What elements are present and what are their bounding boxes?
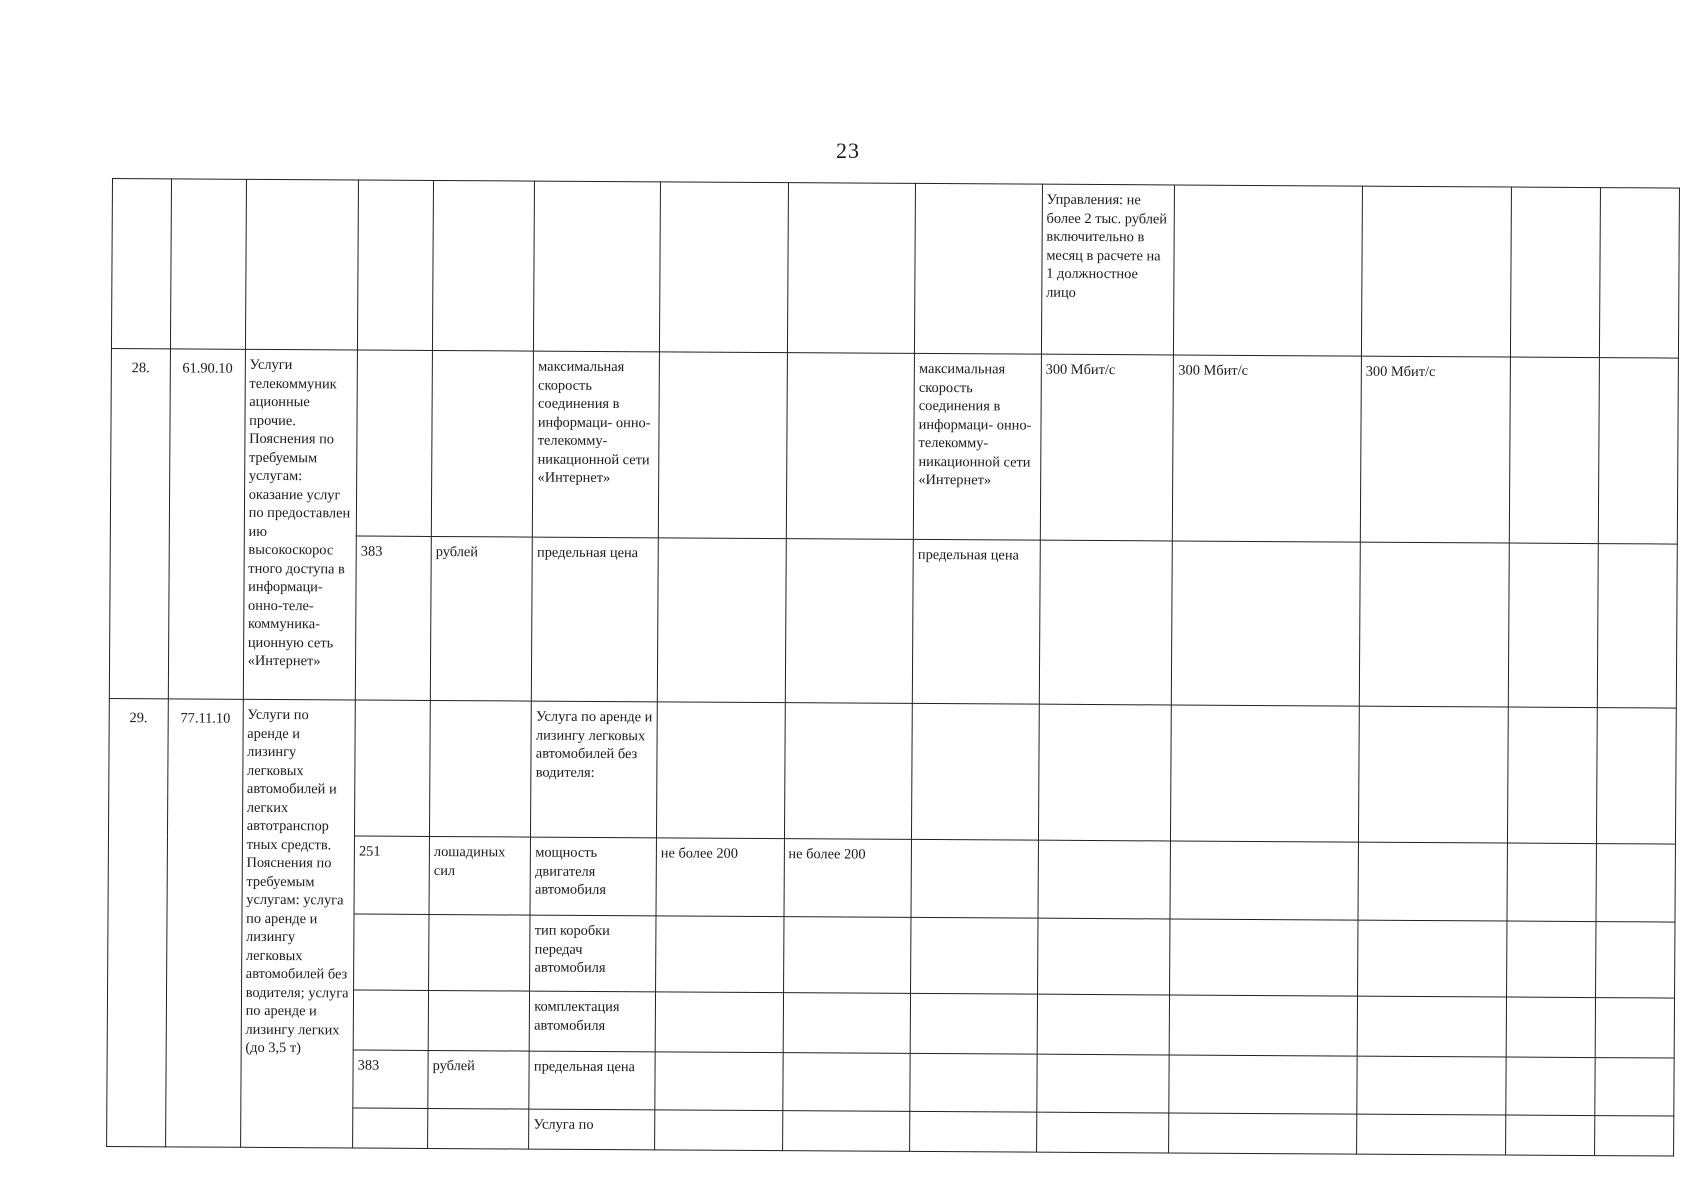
cell-empty (1170, 919, 1358, 996)
value-cell (656, 702, 784, 839)
service-name: Услуги по аренде и лизингу легковых автомобилей и легких автотранспор тных средств. Пояснения по требуемым услугам: услуга по аренде и лизингу легковых автомобилей без водителя; услуга по аренде и лизингу легких (до 3,5 т) (240, 699, 355, 1148)
cell-empty (1037, 918, 1170, 995)
okei-unit: рублей (430, 536, 532, 701)
characteristic: предельная цена (529, 1051, 655, 1110)
okei-unit: рублей (428, 1050, 530, 1109)
row-number: 28. (109, 348, 170, 698)
value-cell (655, 1052, 783, 1111)
cell-empty (1599, 188, 1679, 358)
okei-unit (428, 990, 530, 1051)
cell-empty (910, 1111, 1037, 1152)
value-cell (783, 993, 911, 1054)
table-row (111, 179, 1679, 359)
cell-empty (1506, 997, 1595, 1058)
value-cell (782, 1053, 910, 1112)
page-number: 23 (836, 138, 860, 163)
cell-empty (1037, 994, 1170, 1055)
okei-code: 383 (355, 536, 431, 700)
cell-empty (911, 839, 1038, 918)
cell-empty (1596, 844, 1676, 922)
cell-empty (1170, 995, 1358, 1056)
cell-empty (912, 703, 1039, 840)
okei-code (356, 350, 432, 536)
okei-code (355, 700, 431, 836)
value-cell (1172, 541, 1360, 706)
cell-empty (1506, 1057, 1595, 1116)
value-cell (655, 1110, 783, 1151)
characteristic: комплектация автомобиля (530, 991, 656, 1052)
table-row (108, 698, 1676, 844)
okei-unit (428, 1108, 530, 1149)
cell-empty (1507, 707, 1597, 844)
characteristic: Услуга по аренде и лизингу легковых автомобилей без водителя: (531, 701, 657, 838)
cell-empty (911, 917, 1038, 994)
value-cell (784, 703, 912, 840)
cell-empty (1357, 1056, 1506, 1115)
cell-empty (433, 180, 535, 351)
value-cell (785, 539, 914, 704)
cell-empty (915, 183, 1043, 354)
value-cell (782, 1111, 910, 1152)
value-cell (657, 538, 786, 703)
characteristic-approved: предельная цена (912, 539, 1040, 704)
cell-empty (1506, 921, 1596, 998)
cell-empty (1358, 706, 1508, 843)
cell-empty (1174, 185, 1362, 356)
characteristic: мощность двигателя автомобиля (530, 837, 656, 916)
cell-empty (1356, 1114, 1505, 1155)
cell-empty (1358, 842, 1507, 921)
cell-empty (1597, 544, 1677, 708)
cell-empty (1169, 1055, 1357, 1114)
value-cell (655, 992, 783, 1053)
value-cell: 300 Мбит/с (1173, 355, 1362, 542)
okei-code: 383 (353, 1050, 428, 1108)
value-cell (1359, 542, 1509, 707)
characteristic: тип коробки передач автомобиля (530, 915, 656, 992)
characteristic: Услуга по (529, 1109, 655, 1150)
cell-empty (1596, 708, 1676, 844)
cell-empty (1357, 996, 1506, 1057)
okpd2-code: 61.90.10 (168, 349, 245, 699)
cell-empty (245, 179, 358, 350)
cell-empty (111, 179, 171, 349)
cell-empty (659, 182, 788, 353)
row-number: 29. (107, 698, 168, 1146)
cell-empty (1508, 543, 1598, 708)
cell-empty (910, 993, 1037, 1054)
cell-empty (1598, 358, 1678, 544)
cell-empty (1595, 998, 1674, 1058)
service-name: Услуги телекоммуник ационные прочие. Пояснения по требуемым услугам: оказание услуг по предоставлен ию высокоскорос тного доступа в информаци- онно-теле- коммуника- ционную сеть «Интернет» (243, 349, 358, 700)
cell-empty (1509, 357, 1599, 544)
okpd2-code: 77.11.10 (165, 699, 243, 1147)
okei-unit: лошадиных сил (429, 836, 531, 915)
value-cell (786, 353, 915, 540)
value-cell: 300 Мбит/с (1040, 354, 1174, 541)
okei-code (354, 914, 429, 990)
cell-empty (1595, 1058, 1674, 1116)
characteristic: максимальная скорость соединения в информаци- онно- телекомму- никационной сети «Интернет» (533, 351, 660, 538)
value-cell (783, 917, 911, 994)
cell-empty (170, 179, 246, 349)
okei-code (353, 1108, 428, 1148)
cell-empty (1038, 840, 1171, 919)
cell-empty (1170, 841, 1358, 920)
value-cell (658, 352, 787, 539)
cell-empty (1595, 922, 1675, 998)
value-cell (655, 916, 783, 993)
cell-empty (1505, 1115, 1594, 1156)
okei-unit (430, 700, 532, 837)
cell-empty (1171, 705, 1359, 842)
cell-empty (1357, 920, 1506, 997)
requirements-table (106, 178, 1680, 1157)
cell-empty (910, 1053, 1037, 1112)
cell-empty (1594, 1116, 1673, 1156)
okei-unit (431, 350, 533, 537)
okei-code (353, 990, 428, 1050)
value-cell (1039, 540, 1173, 705)
cell-empty (1510, 187, 1600, 358)
characteristic: предельная цена (532, 537, 659, 702)
cell-empty (787, 183, 916, 354)
carry-over-cell: Управления: не более 2 тыс. рублей включительно в месяц в расчете на 1 должностное лицо (1041, 184, 1175, 355)
cell-empty (1037, 1054, 1170, 1113)
okei-unit (429, 914, 531, 991)
value-cell: не более 200 (784, 839, 912, 918)
table-row (110, 348, 1678, 544)
okei-code: 251 (354, 836, 429, 914)
cell-empty (1036, 1112, 1169, 1153)
cell-empty (1038, 704, 1172, 841)
cell-empty (1361, 186, 1511, 357)
value-cell: 300 Мбит/с (1360, 356, 1510, 543)
cell-empty (1169, 1113, 1357, 1154)
cell-empty (534, 181, 661, 352)
cell-empty (358, 180, 434, 350)
value-cell: не более 200 (656, 838, 784, 917)
characteristic-approved: максимальная скорость соединения в информаци- онно- телекомму- никационной сети «Интернет» (913, 353, 1041, 540)
cell-empty (1507, 843, 1597, 922)
